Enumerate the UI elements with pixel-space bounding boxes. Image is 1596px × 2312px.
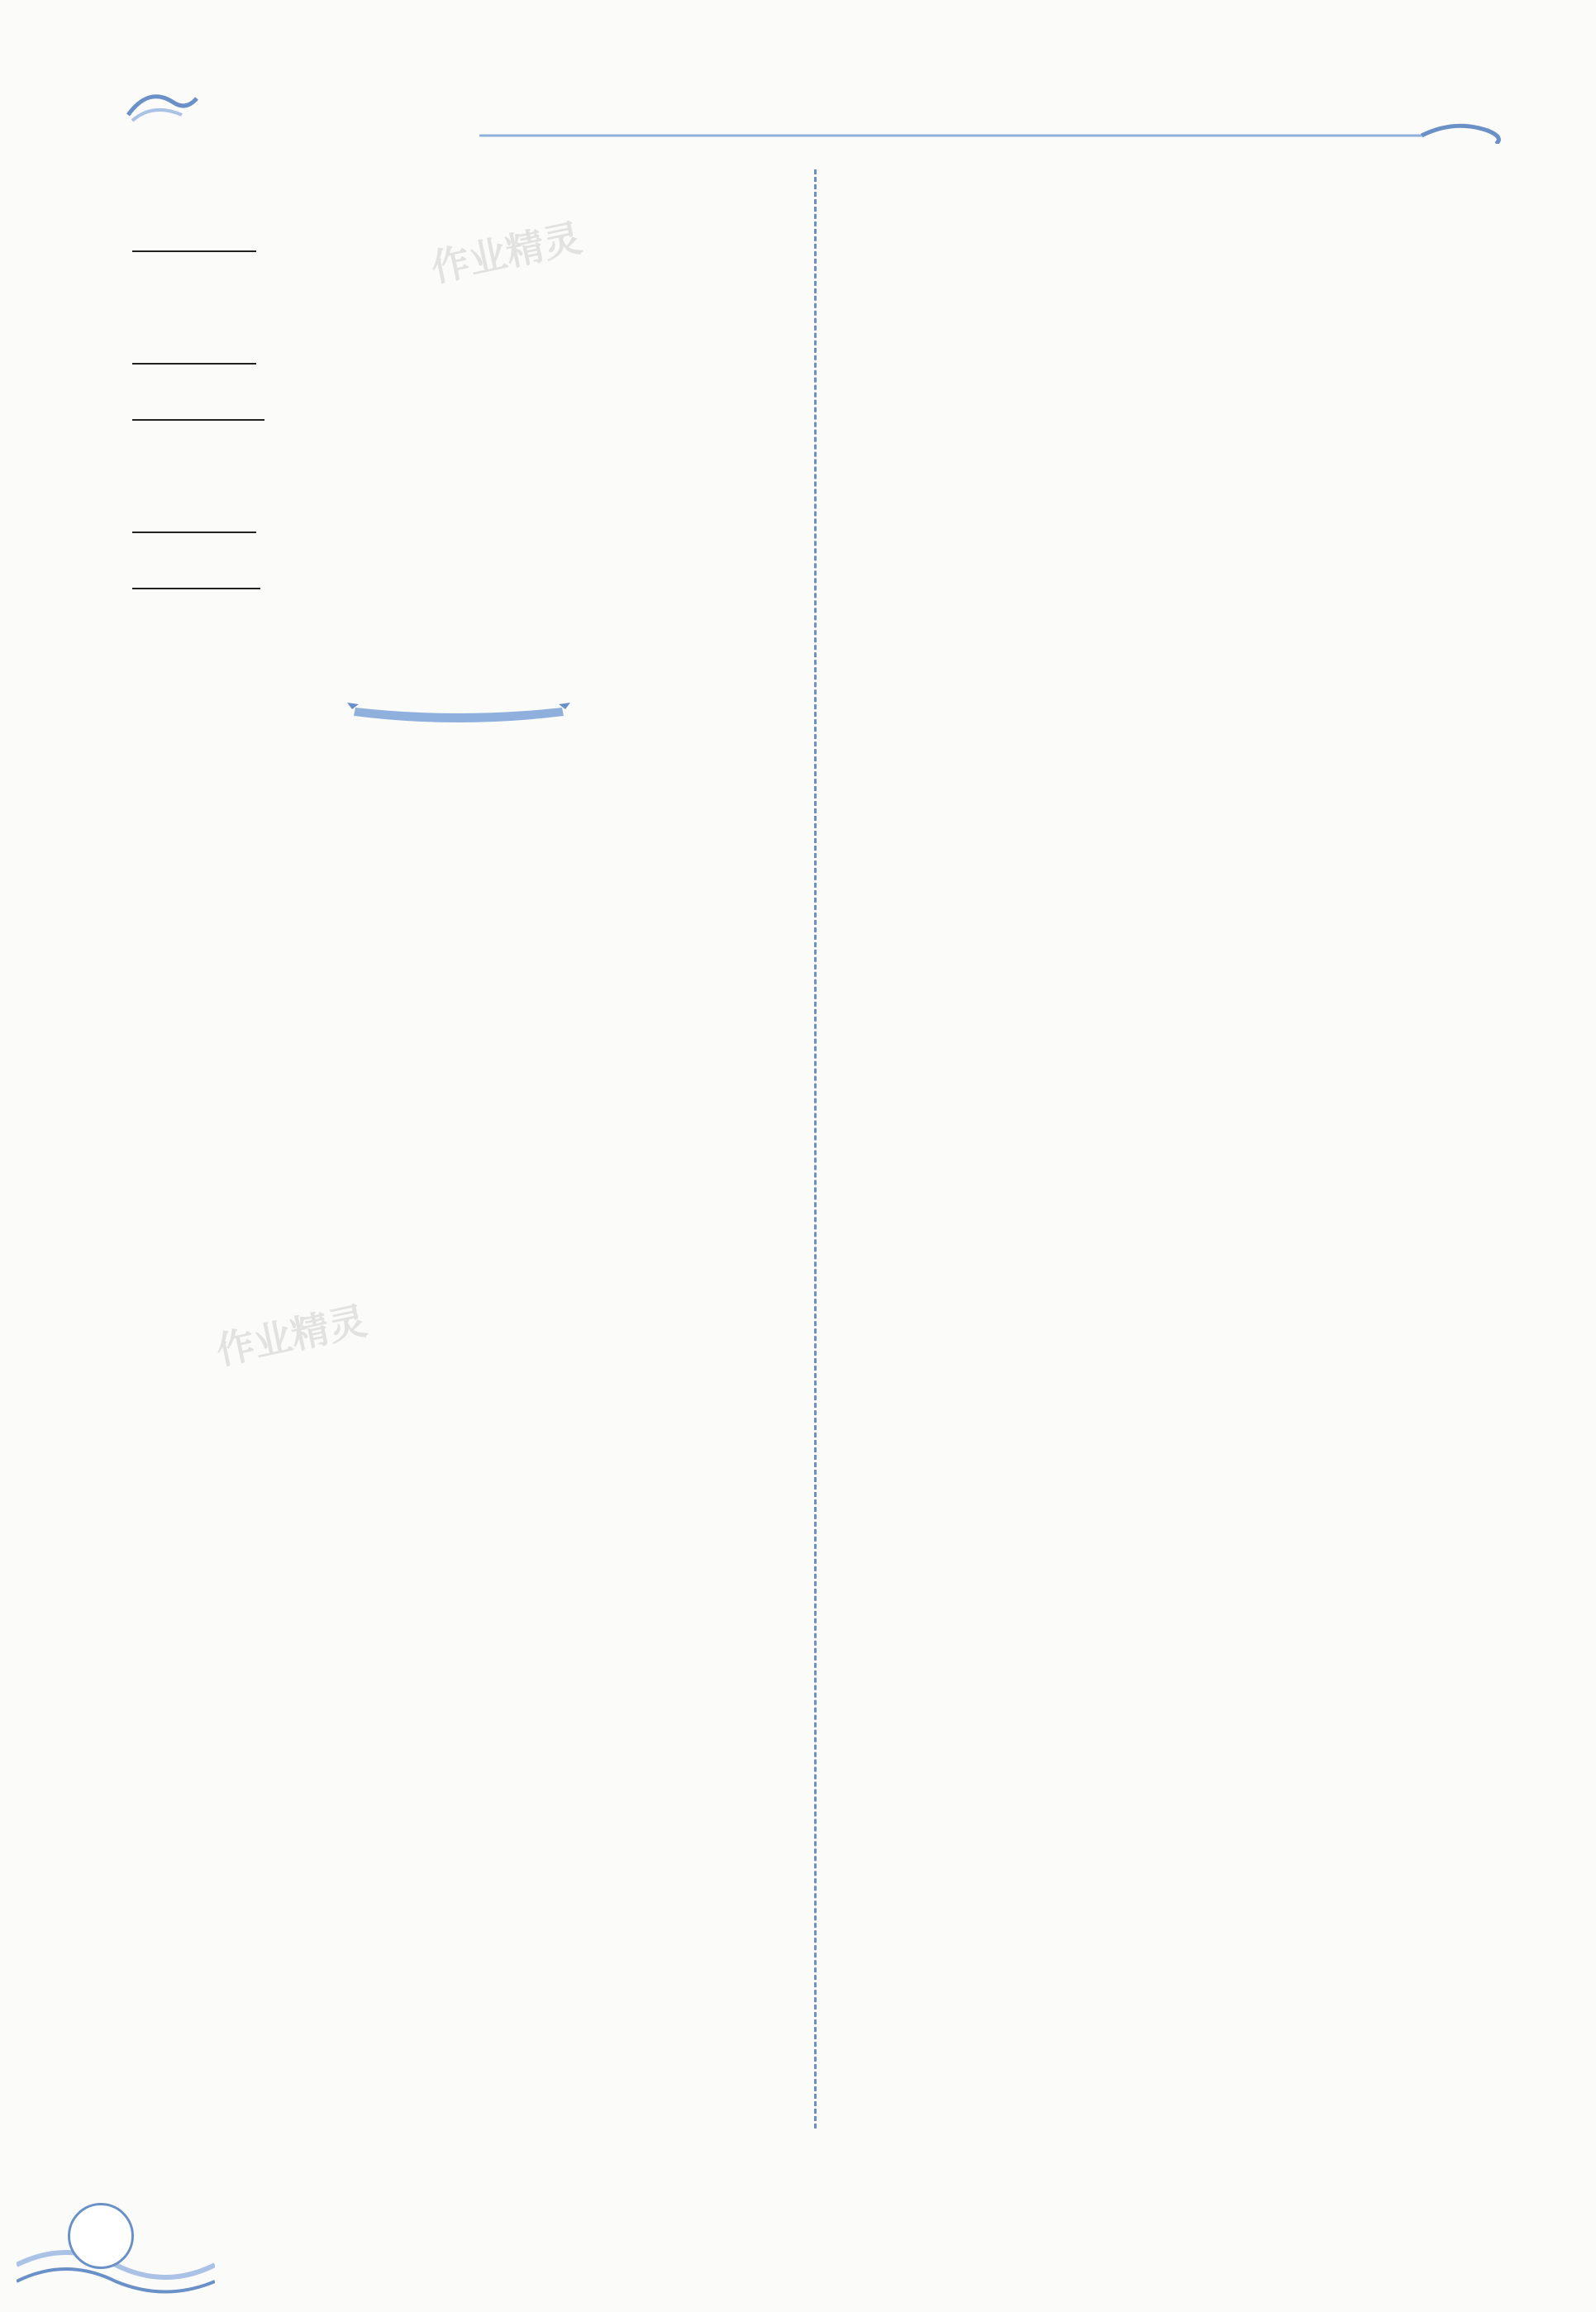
watermark: 作业精灵 xyxy=(212,1298,371,1374)
answer-blank-9 xyxy=(132,532,256,533)
answer-blank-10 xyxy=(132,588,260,589)
answer-blank-6 xyxy=(132,250,256,252)
banner-ribbon-icon xyxy=(347,668,570,726)
page-number xyxy=(68,2203,134,2269)
question-8 xyxy=(132,384,777,440)
answer-blank-8 xyxy=(132,419,264,421)
question-7 xyxy=(132,327,256,384)
header-rule xyxy=(132,119,1521,144)
column-divider xyxy=(814,169,817,2128)
question-10 xyxy=(132,552,260,608)
watermark: 作业精灵 xyxy=(427,215,586,291)
page-header xyxy=(132,69,1521,136)
section-banner xyxy=(347,668,570,726)
answer-blank-7 xyxy=(132,363,256,365)
question-9 xyxy=(132,496,256,552)
